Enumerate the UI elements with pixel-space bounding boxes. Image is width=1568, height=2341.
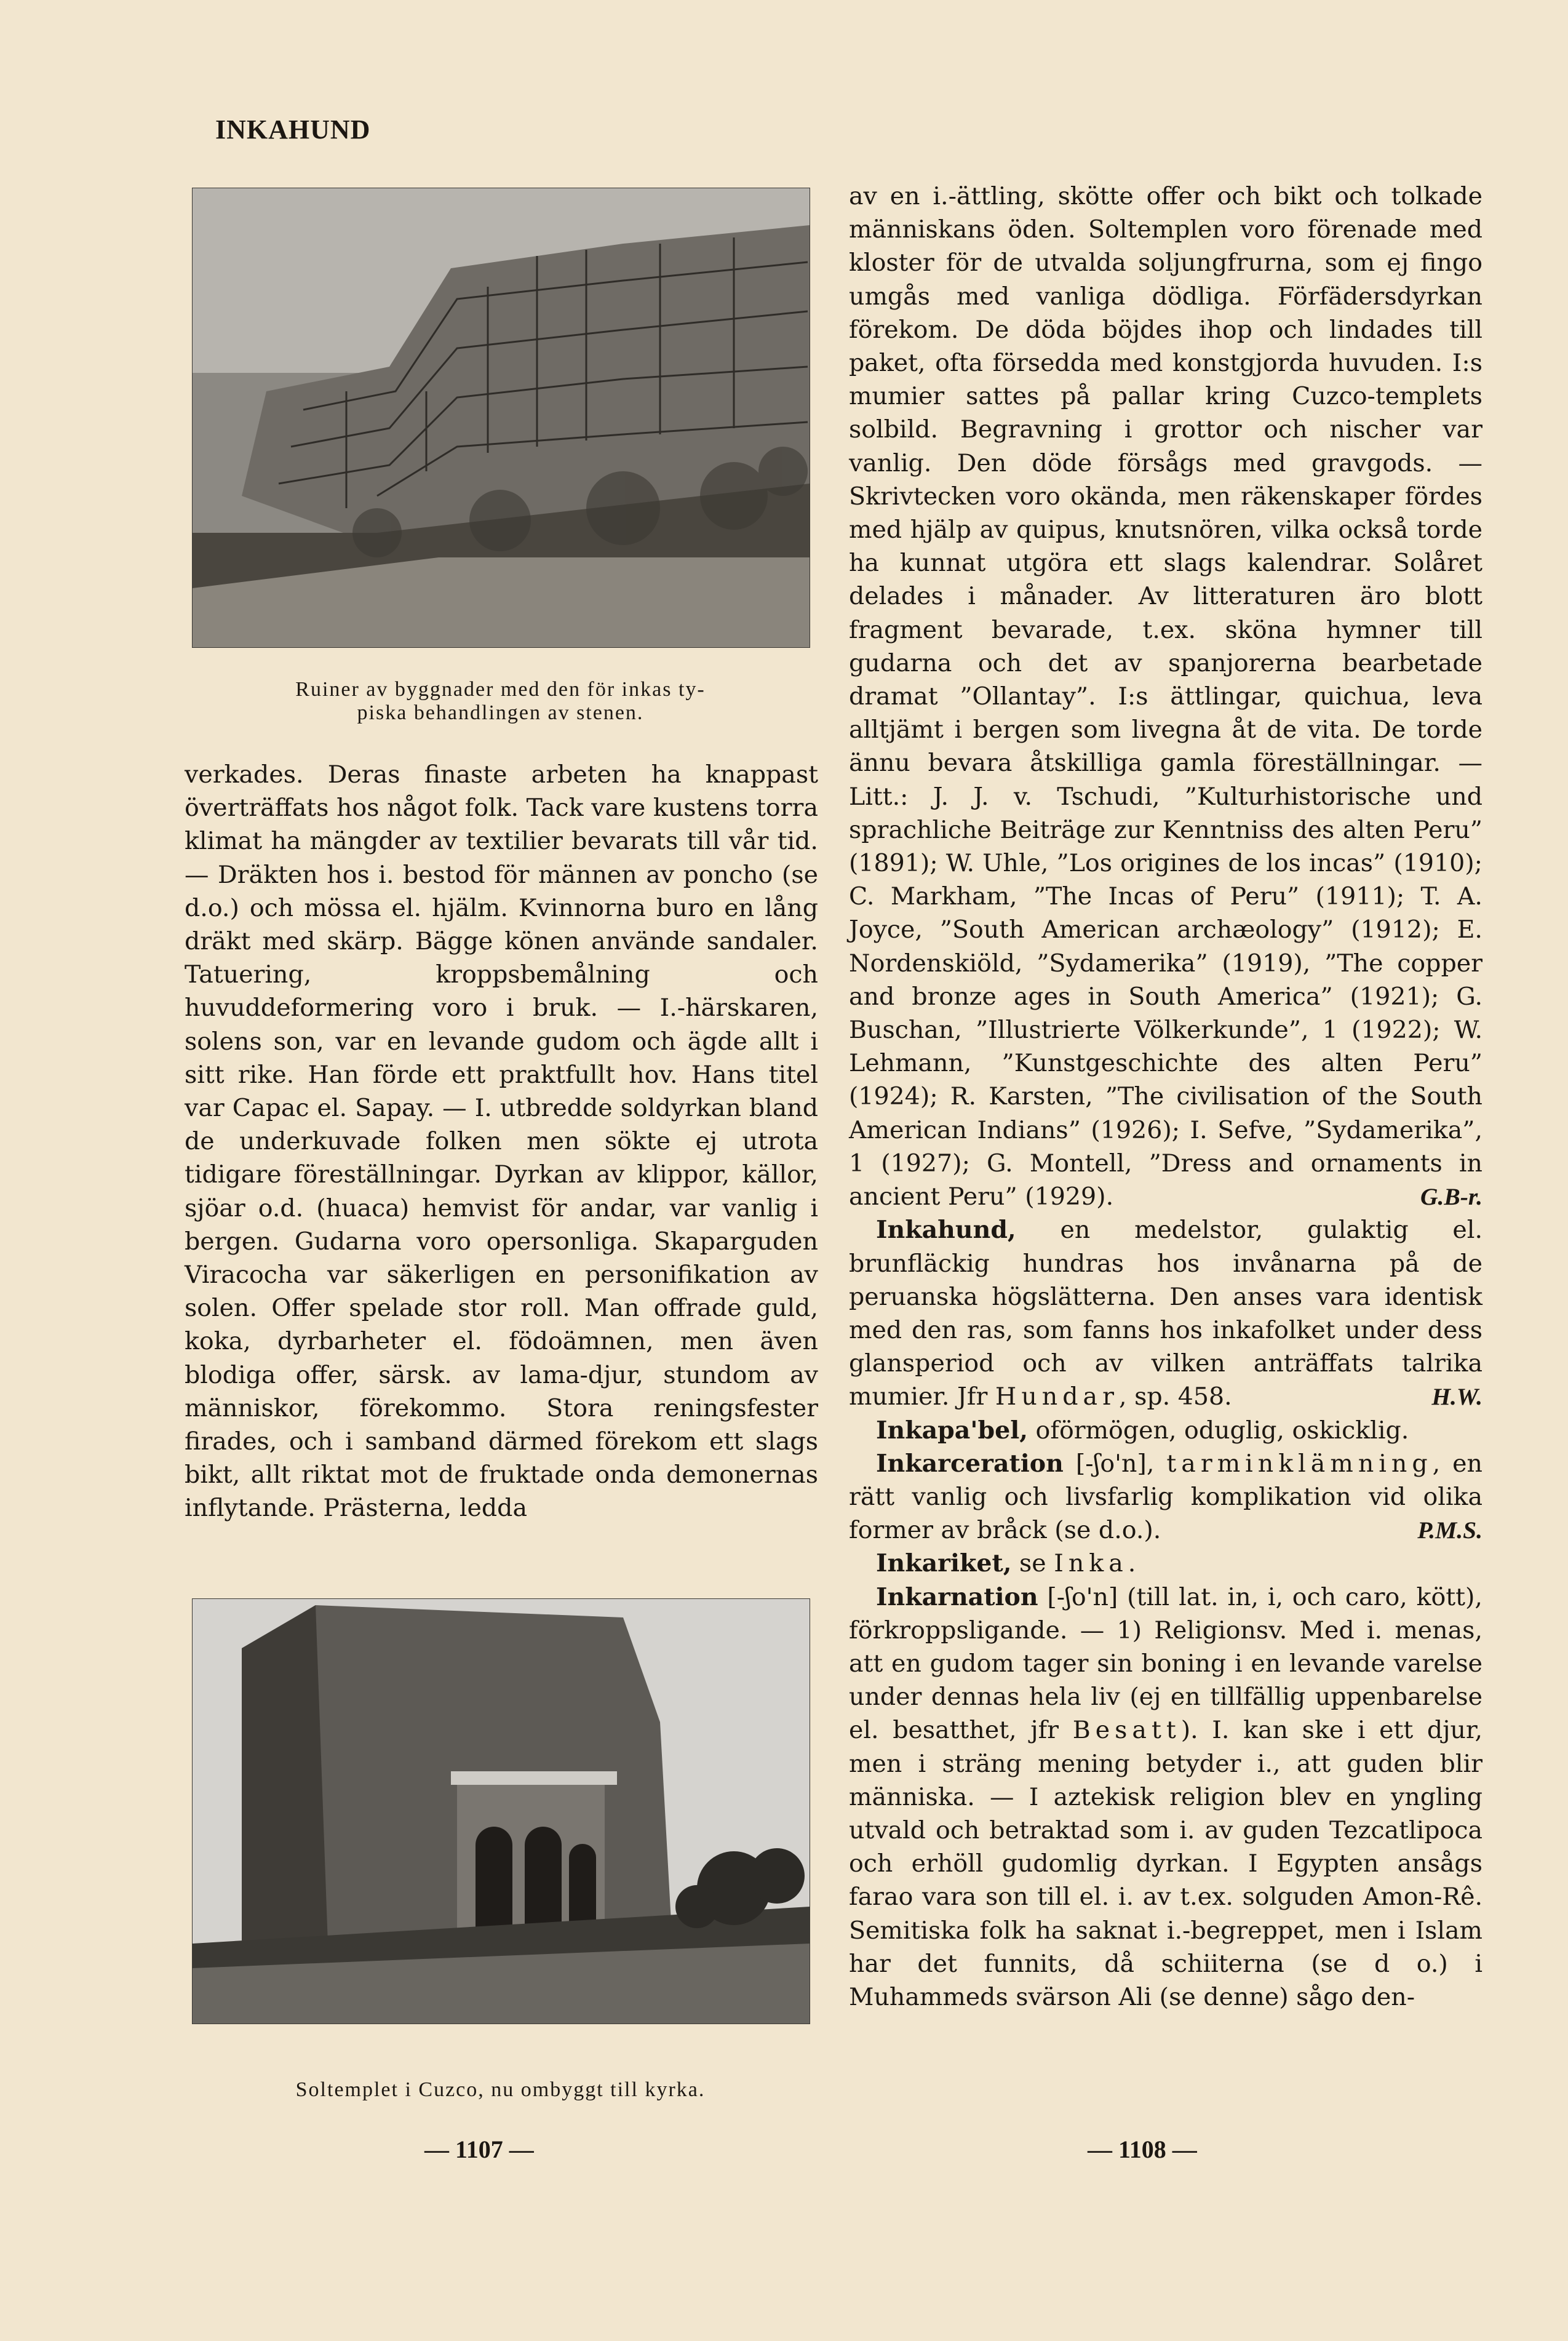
entry-inkarceration: Inkarceration [-ʃo'n], tarminklämning, en rätt vanlig och livsfarlig komplikation vid olika former av bråck (se d.o.). P.M.S. — [849, 1447, 1482, 1547]
right-column-text — [849, 180, 1482, 2014]
author-signature: P.M.S. — [1417, 1517, 1482, 1544]
left-column-text: verkades. Deras finaste arbeten ha knappast överträffats hos något folk. Tack vare kustens torra klimat ha mängder av textilier bevarats till vår tid. — Dräkten hos i. bestod för männen av poncho (se d.o.) och mössa el. hjälm. Kvinnorna buro en lång dräkt med skärp. Bägge könen använde sandaler. Tatuering, kroppsbemålning och huvuddeformering voro i bruk. — I.-härskaren, solens son, var en levande gudom och ägde allt i sitt rike. Han förde ett praktfullt hov. Hans titel var Capac el. Sapay. — I. utbredde soldyrkan bland de underkuvade folken men sökte ej utrota tidigare föreställningar. Dyrkan av klippor, källor, sjöar o.d. (huaca) hemvist för andar, var vanlig i bergen. Gudarna voro opersonliga. Skaparguden Viracocha var säkerligen en personifikation av solen. Offer spelade stor roll. Man offrade guld, koka, dyrbarheter el. födoämnen, men även blodiga offer, särsk. av lama-djur, stundom av människor, förekommo. Stora reningsfester firades, och i samband därmed förekom ett slags bikt, allt riktat mot de fruktade onda demonernas inflytande. Prästerna, ledda — [185, 760, 818, 1523]
entry-inkahund: Inkahund, en medelstor, gulaktig el. brunfläckig hundras hos invånarna på de peruanska högslätterna. Den anses vara identisk med den ras, som fanns hos inkafolket under dess glansperiod och av vilken anträffats talrika mumier. Jfr Hundar, sp. 458. H.W. — [849, 1213, 1482, 1413]
entry-headword: Inkahund, — [876, 1216, 1016, 1245]
temple-photo — [192, 1598, 810, 2024]
cross-reference: Inka — [1054, 1549, 1128, 1578]
continuation-paragraph: av en i.-ättling, skötte offer och bikt och tolkade människans öden. Soltemplen voro förenade med kloster för de utvalda soljungfrurna, som ej fingo umgås med vanliga dödliga. Förfädersdyrkan förekom. De döda böjdes ihop och lindades till paket, ofta försedda med konstgjorda huvuden. I:s mumier sattes på pallar kring Cuzco-templets solbild. Begravning i grottor och nischer var vanlig. Den döde försågs med gravgods. — Skrivtecken voro okända, men räkenskaper fördes med hjälp av quipus, knutsnören, vilka också torde ha kunnat utgöra ett slags kalendrar. Solåret delades i månader. Av litteraturen äro blott fragment bevarade, t.ex. sköna hymner till gudarna och det av spanjorerna bearbetade dramat ”Ollantay”. I:s ättlingar, quichua, leva alltjämt i bergen som livegna åt de vita. De torde ännu bevara åtskilliga gamla föreställningar. — Litt.: J. J. v. Tschudi, ”Kulturhistorische und sprachliche Beiträge zur Kenntniss des alten Peru” (1891); W. Uhle, ”Los origines de los incas” (1910); C. Markham, ”The Incas of Peru” (1911); T. A. Joyce, ”South American archæology” (1912); E. Nordenskiöld, ”Sydamerika” (1919), ”The copper and bronze ages in South America” (1921); G. Buschan, ”Illustrierte Völkerkunde”, 1 (1922); W. Lehmann, ”Kunstgeschichte des alten Peru” (1924); R. Karsten, ”The civilisation of the South American Indians” (1926); I. Sefve, ”Sydamerika”, 1 (1927); G. Montell, ”Dress and ornaments in ancient Peru” (1929). G.B-r. — [849, 180, 1482, 1213]
ruins-caption: Ruiner av byggnader med den för inkas ty- piska behandlingen av stenen. — [295, 678, 706, 724]
ruins-photo — [192, 188, 810, 648]
cross-reference: tarminklämning — [1166, 1449, 1433, 1478]
author-signature: H.W. — [1431, 1383, 1482, 1411]
page-number-left: — 1107 — — [424, 2136, 534, 2163]
author-signature: G.B-r. — [1420, 1183, 1482, 1211]
entry-headword: Inkarceration — [876, 1449, 1064, 1478]
temple-caption: Soltemplet i Cuzco, nu ombyggt till kyrka. — [295, 2078, 706, 2101]
cross-reference: Besatt — [1072, 1716, 1181, 1745]
entry-inkarnation: Inkarnation [-ʃo'n] (till lat. in, i, och caro, kött), förkroppsligande. — 1) Religionsv. Med i. menas, att en gudom tager sin boning i en levande varelse under dennas hela liv (ej en tillfällig uppenbarelse el. besatthet, jfr Besatt). I. kan ske i ett djur, men i sträng mening betyder i., att guden blir människa. — I aztekisk religion blev en yngling utvald och betraktad som i. av guden Tezcatlipoca och erhöll gudomlig dyrkan. I Egypten ansågs farao vara son till el. i. av t.ex. solguden Amon-Rê. Semitiska folk ha saknat i.-begreppet, men i Islam har det funnits, då schiiterna (se d o.) i Muhammeds svärson Ali (se denne) sågo den- — [849, 1582, 1482, 2011]
entry-inkariket: Inkariket, se Inka. — [876, 1549, 1136, 1578]
entry-headword: Inkapa'bel, — [876, 1416, 1028, 1445]
ruins-illustration — [193, 188, 810, 647]
cross-reference: Hundar — [995, 1382, 1119, 1411]
running-title: INKAHUND — [215, 114, 371, 145]
temple-illustration — [193, 1599, 810, 2024]
page-number-right: — 1108 — — [1088, 2136, 1197, 2163]
entry-headword: Inkariket, — [876, 1549, 1012, 1578]
entry-inkapabel: Inkapa'bel, oförmögen, oduglig, oskicklig. — [876, 1416, 1409, 1445]
entry-headword: Inkarnation — [876, 1582, 1038, 1611]
